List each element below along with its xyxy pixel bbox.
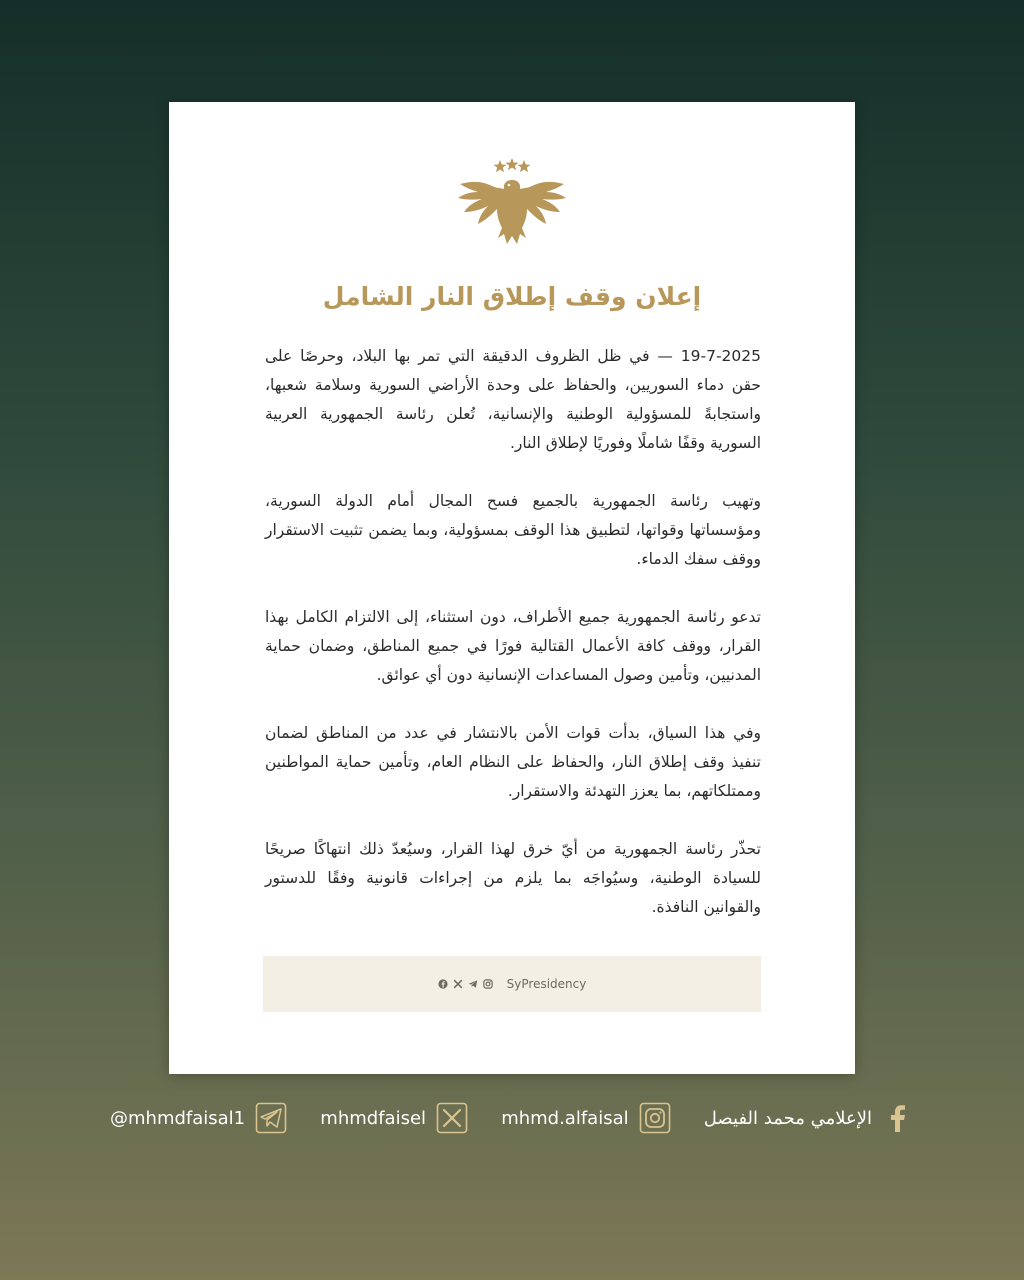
announcement-body (265, 342, 761, 1009)
paragraph-date-intro: 19-7-2025 — في ظل الظروف الدقيقة التي تمر بها البلاد، وحرصًا على حقن دماء السوريين، والحفاظ على وحدة الأراضي السورية وسلامة شعبها، واستجابةً للمسؤولية الوطنية والإنسانية، تُعلن رئاسة الجمهورية العربية السورية وقفًا شاملًا وفوريًا لإطلاق النار. (265, 347, 761, 452)
paragraph-security-forces: وفي هذا السياق، بدأت قوات الأمن بالانتشار في عدد من المناطق لضمان تنفيذ وقف إطلاق النار، والحفاظ على النظام العام، وتأمين حماية المواطنين وممتلكاتهم، بما يعزز التهدئة والاستقرار. (265, 724, 761, 800)
telegram-handle[interactable]: @mhmdfaisal1 (110, 1107, 246, 1129)
instagram-icon (483, 979, 493, 989)
telegram-icon (255, 1102, 287, 1134)
facebook-icon (438, 979, 448, 989)
footer-social-icons (438, 979, 493, 989)
footer-handle: SyPresidency (506, 977, 587, 991)
facebook-name[interactable]: الإعلامي محمد الفيصل (703, 1107, 872, 1129)
facebook-icon (882, 1102, 914, 1134)
x-icon (436, 1102, 468, 1134)
paragraph-state-appeal: وتهيب رئاسة الجمهورية بالجميع فسح المجال أمام الدولة السورية، ومؤسساتها وقواتها، لتطبيق هذا الوقف بمسؤولية، وبما يضمن تثبيت الاستقرار ووقف سفك الدماء. (265, 492, 761, 568)
announcement-title: إعلان وقف إطلاق النار الشامل (322, 282, 702, 311)
paragraph-all-parties: تدعو رئاسة الجمهورية جميع الأطراف، دون استثناء، إلى الالتزام الكامل بهذا القرار، ووقف كافة الأعمال القتالية فورًا في جميع المناطق، وضمان حماية المدنيين، وتأمين وصول المساعدات الإنسانية دون أي عوائق. (265, 608, 761, 684)
paragraph-warning: تحذّر رئاسة الجمهورية من أيّ خرق لهذا القرار، وسيُعدّ ذلك انتهاكًا صريحًا للسيادة الوطنية، وسيُواجَه بما يلزم من إجراءات قانونية وفقًا للدستور والقوانين النافذة. (265, 840, 761, 916)
social-facebook[interactable] (704, 1102, 914, 1134)
social-telegram[interactable] (110, 1102, 287, 1134)
social-x[interactable] (320, 1102, 468, 1134)
document-footer (263, 956, 761, 1012)
social-instagram[interactable] (501, 1102, 670, 1134)
x-icon (453, 979, 463, 989)
announcement-page (169, 102, 855, 1074)
eagle-emblem-icon (452, 154, 572, 254)
social-bar (110, 1098, 914, 1138)
telegram-icon (468, 979, 478, 989)
x-handle[interactable]: mhmdfaisel (320, 1107, 427, 1129)
instagram-icon (639, 1102, 671, 1134)
instagram-handle[interactable]: mhmd.alfaisal (501, 1107, 629, 1129)
